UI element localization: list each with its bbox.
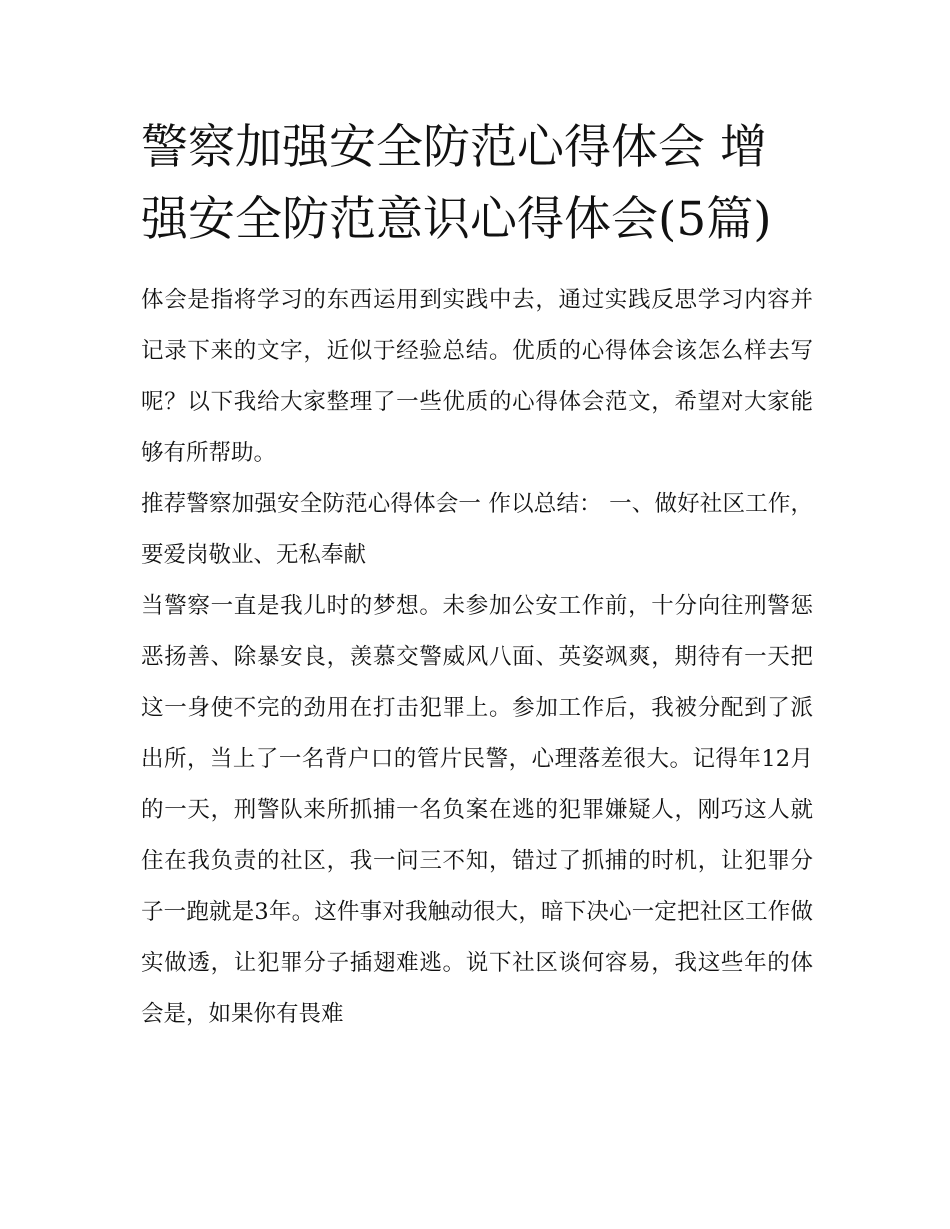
document-title: 警察加强安全防范心得体会 增强安全防范意识心得体会(5篇)	[141, 120, 772, 247]
document-body	[141, 275, 813, 1040]
paragraph-section-heading: 推荐警察加强安全防范心得体会一 作以总结： 一、做好社区工作，要爱岗敬业、无私奉献	[141, 491, 813, 568]
paragraph-intro: 体会是指将学习的东西运用到实践中去，通过实践反思学习内容并记录下来的文字，近似于经验总结。优质的心得体会该怎么样去写呢？以下我给大家整理了一些优质的心得体会范文，希望对大家能够有所帮助。	[141, 287, 813, 466]
paragraph-story: 当警察一直是我儿时的梦想。未参加公安工作前，十分向往刑警惩恶扬善、除暴安良，羡慕交警威风八面、英姿飒爽，期待有一天把这一身使不完的劲用在打击犯罪上。参加工作后，我被分配到了派出所，当上了一名背户口的管片民警，心理落差很大。记得年12月的一天，刑警队来所抓捕一名负案在逃的犯罪嫌疑人，刚巧这人就住在我负责的社区，我一问三不知，错过了抓捕的时机，让犯罪分子一跑就是3年。这件事对我触动很大，暗下决心一定把社区工作做实做透，让犯罪分子插翅难逃。说下社区谈何容易，我这些年的体会是，如果你有畏难	[141, 593, 813, 1027]
document-content	[141, 112, 813, 1040]
